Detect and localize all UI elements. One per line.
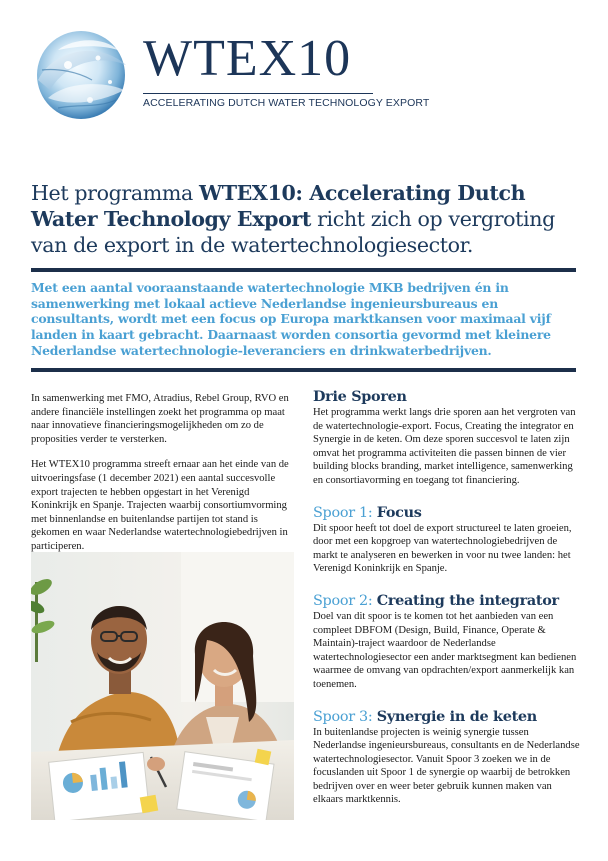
section-text: In buitenlandse projecten is weinig synergie tussen Nederlandse ingenieursbureaus, consultants en de Nederlandse watertechnologiesector. Vanuit Spoor 3 zoeken we in de focuslanden uit Spoor 1 de synergie op waarbij de betrokken bedrijven over en weer beter gebruik kunnen maken van elkaars marktkennis. (313, 726, 580, 806)
right-column (313, 388, 581, 819)
section-text: Doel van dit spoor is te komen tot het aanbieden van een compleet DBFOM (Design, Build, Finance, Operate & Maintain)-traject waardoor de Nederlandse watertechnologiesector een ander marktsegment kan bedienen waarmee de omvang van opdrachten/export aanmerkelijk kan toenemen. (313, 610, 577, 690)
lead-paragraph: Met een aantal vooraanstaande watertechnologie MKB bedrijven én in samenwerking met lokaal actieve Nederlandse ingenieursbureaus en consultants, wordt met een focus op Europa marktkansen voor maximaal vijf landen in kaart gebracht. Daarnaast worden consortia gevormd met kleinere Nederlandse watertechnologie-leveranciers en drinkwaterbedrijven. (31, 280, 551, 358)
lead-top-divider (31, 268, 576, 272)
headline-program-name: WTEX10: Accelerating Dutch Water Technology Export (31, 181, 526, 231)
left-paragraph: In samenwerking met FMO, Atradius, Rebel Group, RVO en andere financiële instellingen zoekt het programma op maat naar innovatieve financieringsmogelijkheden om zo de proposities verder te versterken. (31, 393, 289, 445)
headline-rest: richt zich op vergroting van de export in de watertechnologiesector. (31, 207, 555, 257)
lead-bottom-divider (31, 368, 576, 372)
brand-title: WTEX10 (143, 30, 352, 87)
left-paragraph: Het WTEX10 programma streeft ernaar aan het einde van de uitvoeringsfase (1 december 2021) een aantal succesvolle export trajecten te hebben opgestart in het Verenigd Koninkrijk en Spanje. Trajecten waarbij consortiumvorming met binnenlandse en buitenlandse partijen tot stand is gekomen en waar Nederlandse watertechnologiebedrijven in participeren. (31, 459, 289, 552)
section-text: Het programma werkt langs drie sporen aan het vergroten van de watertechnologie-export. Focus, Creating the integrator en Synergie in de keten. Om deze sporen succesvol te laten zijn omvat het programma activiteiten die passen binnen de vier building blocks branding, market intelligence, samenwerking en consortiavorming en toegang tot financiering. (313, 407, 576, 486)
section-spoor-2 (313, 592, 581, 692)
water-splash-icon (28, 20, 134, 126)
headline-intro: Het programma (31, 181, 199, 205)
section-heading: Spoor 1: Focus (313, 503, 422, 521)
section-heading: Spoor 3: Synergie in de keten (313, 707, 537, 725)
left-column (31, 392, 294, 554)
team-photo (31, 552, 294, 820)
section-spoor-1 (313, 504, 581, 576)
brand-divider (143, 93, 373, 94)
section-drie-sporen (313, 388, 581, 488)
section-heading: Drie Sporen (313, 388, 407, 405)
section-text: Dit spoor heeft tot doel de export structureel te laten groeien, door met een kopgroep van watertechnologiebedrijven de markt te analyseren en bewerken in voor nu twee landen: het Verenigd Koninkrijk en Spanje. (313, 522, 572, 575)
brand-tagline: ACCELERATING DUTCH WATER TECHNOLOGY EXPORT (143, 97, 430, 109)
section-spoor-3 (313, 708, 581, 808)
section-heading: Spoor 2: Creating the integrator (313, 591, 559, 609)
page-headline (31, 180, 579, 258)
